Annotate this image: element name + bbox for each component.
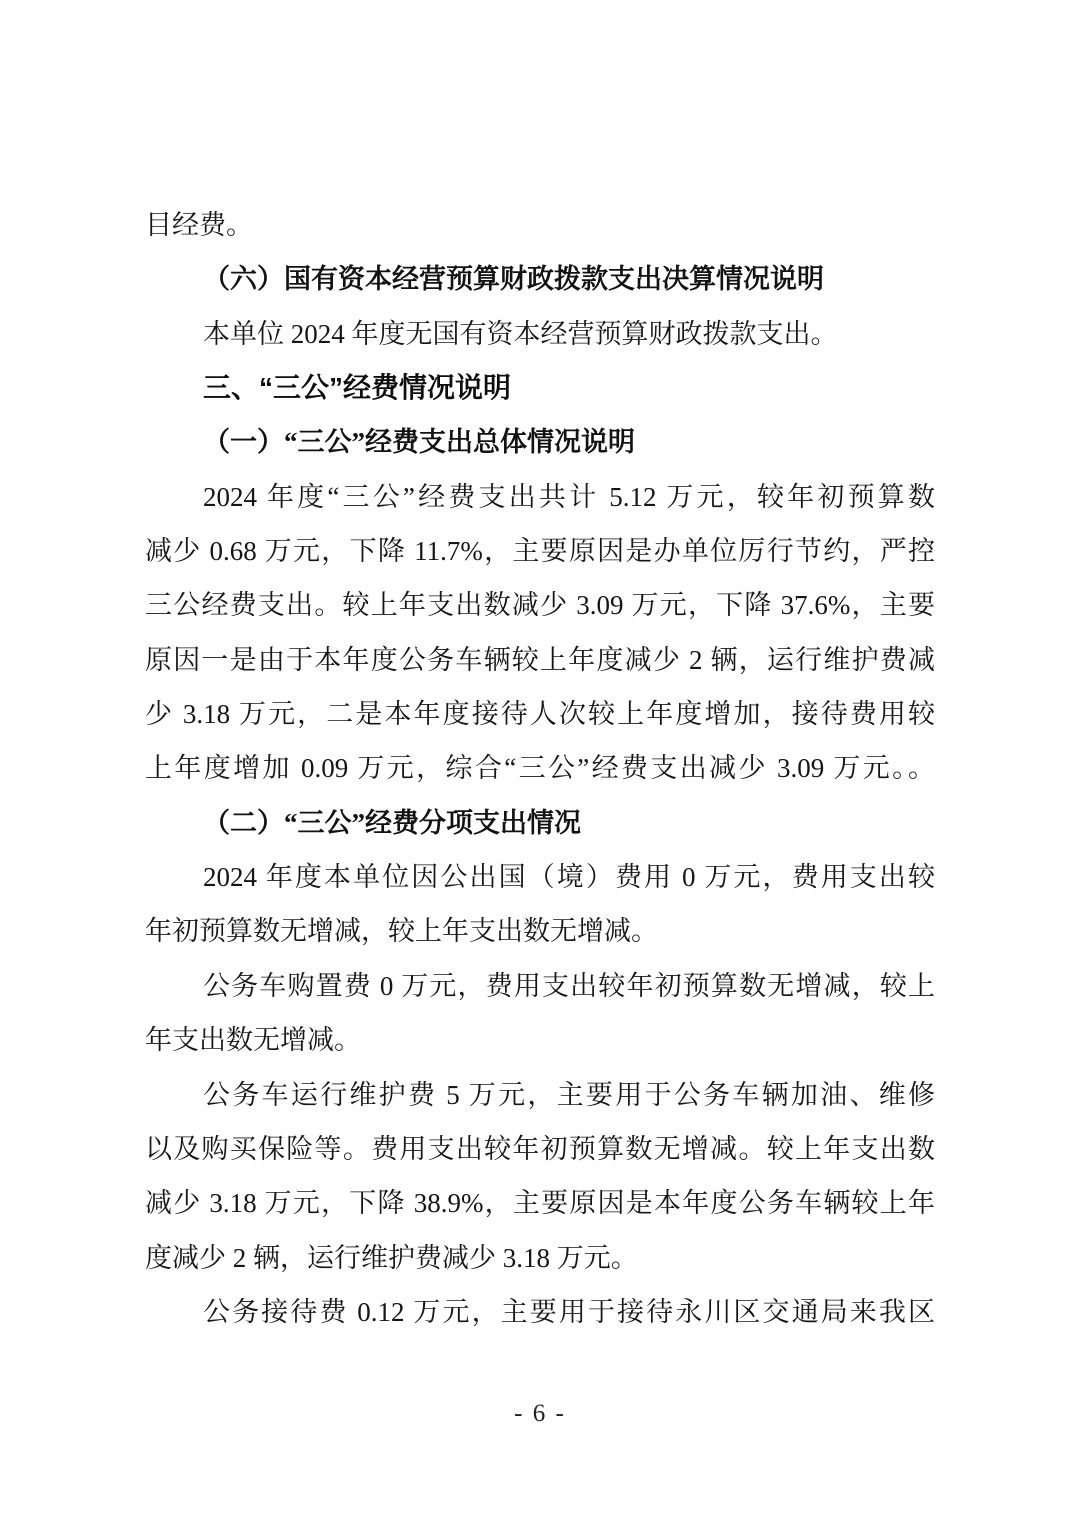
subsection-heading: （一）“三公”经费支出总体情况说明 <box>203 427 635 458</box>
text-line: 2024 年度“三公”经费支出共计 5.12 万元，较年初预算数 <box>203 481 935 512</box>
page-footer <box>145 1400 935 1428</box>
text-line: 公务车购置费 0 万元，费用支出较年初预算数无增减，较上 <box>203 970 935 1001</box>
text-line: 目经费。 <box>145 210 253 240</box>
text-line: 减少 3.18 万元，下降 38.9%，主要原因是本年度公务车辆较上年 <box>145 1188 935 1219</box>
text-line: 少 3.18 万元，二是本年度接待人次较上年度增加，接待费用较 <box>145 699 935 730</box>
text-line: 三公经费支出。较上年支出数减少 3.09 万元，下降 37.6%，主要 <box>145 590 935 621</box>
section-heading: 三、“三公”经费情况说明 <box>203 372 512 404</box>
page-number: - 6 - <box>514 1400 566 1427</box>
document-body <box>145 198 935 1339</box>
text-line: 原因一是由于本年度公务车辆较上年度减少 2 辆，运行维护费减 <box>145 644 935 675</box>
text-line: 度减少 2 辆，运行维护费减少 3.18 万元。 <box>145 1242 638 1273</box>
text-line: 公务车运行维护费 5 万元，主要用于公务车辆加油、维修 <box>203 1079 935 1110</box>
subsection-heading: （二）“三公”经费分项支出情况 <box>203 807 581 838</box>
text-line: 年支出数无增减。 <box>145 1025 361 1056</box>
text-line: 年初预算数无增减，较上年支出数无增减。 <box>145 916 658 947</box>
text-line: 公务接待费 0.12 万元，主要用于接待永川区交通局来我区 <box>203 1296 935 1327</box>
text-line: 减少 0.68 万元，下降 11.7%，主要原因是办单位厉行节约，严控 <box>145 536 935 567</box>
subsection-heading: （六）国有资本经营预算财政拨款支出决算情况说明 <box>203 264 824 295</box>
text-line: 本单位 2024 年度无国有资本经营预算财政拨款支出。 <box>203 318 838 349</box>
text-line: 上年度增加 0.09 万元，综合“三公”经费支出减少 3.09 万元。。 <box>145 753 935 784</box>
text-line: 以及购买保险等。费用支出较年初预算数无增减。较上年支出数 <box>145 1133 935 1164</box>
text-line: 2024 年度本单位因公出国（境）费用 0 万元，费用支出较 <box>203 862 935 893</box>
